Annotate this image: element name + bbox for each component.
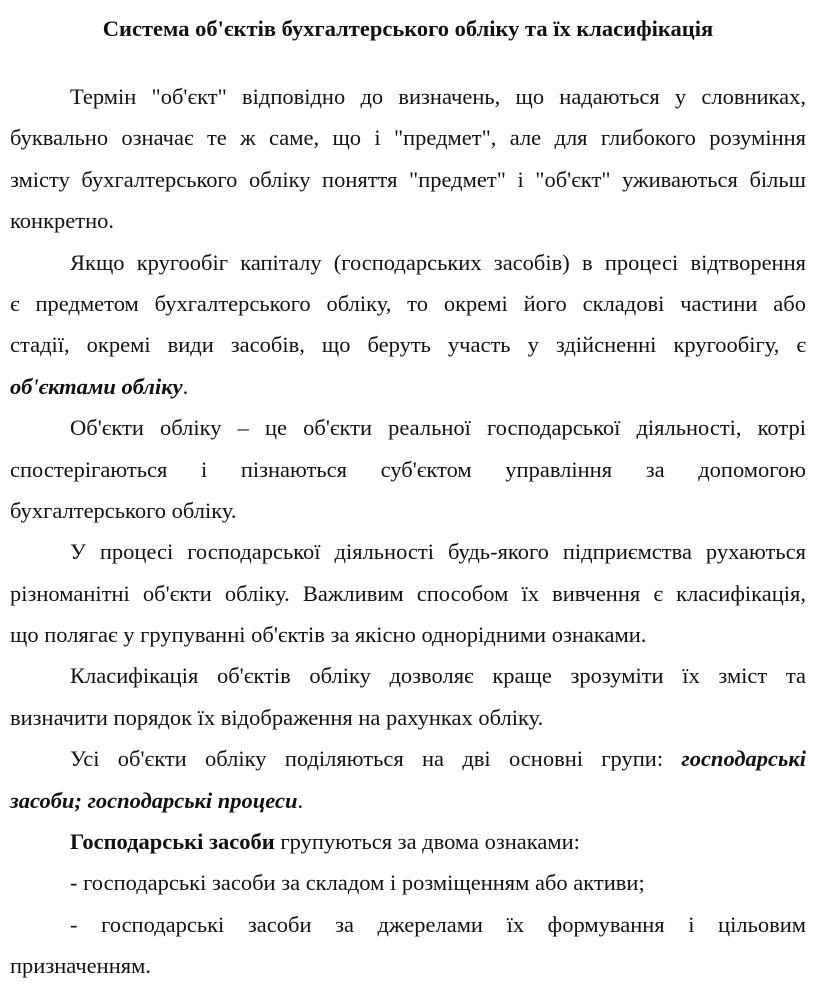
period: . <box>182 373 189 399</box>
text-line: Об'єкти обліку – це об'єкти реальної господарської діяльності, котрі <box>70 415 806 441</box>
text-line: Якщо кругообіг капіталу (господарських засобів) в процесі відтворення <box>70 249 806 275</box>
text-line: бухгалтерського обліку. <box>10 497 237 523</box>
text-line: що полягає у групуванні об'єктів за якісно однорідними ознаками. <box>10 622 647 648</box>
text-line: буквально означає те ж саме, що і "предмет", але для глибокого розуміння <box>10 125 806 151</box>
emphasis-term: засоби; господарські процеси <box>10 787 298 813</box>
text-line <box>10 738 806 779</box>
document-title: Система об'єктів бухгалтерського обліку та їх класифікація <box>102 16 714 41</box>
text-line <box>10 780 806 821</box>
text-segment: Усі об'єкти обліку поділяються на дві основні групи: <box>70 746 682 772</box>
paragraph-3 <box>10 407 806 531</box>
paragraph-9 <box>10 904 806 987</box>
list-item: - господарські засоби за складом і розміщенням або активи; <box>70 870 645 896</box>
paragraph-2 <box>10 242 806 408</box>
document-body <box>10 76 806 987</box>
text-line: Термін "об'єкт" відповідно до визначень, що надаються у словниках, <box>70 84 806 109</box>
text-line: Класифікація об'єктів обліку дозволяє краще зрозуміти їх зміст та <box>70 663 806 689</box>
emphasis-term: об'єктами обліку <box>10 373 183 399</box>
text-line: визначити порядок їх відображення на рахунках обліку. <box>10 704 544 730</box>
text-line: різноманітні об'єкти обліку. Важливим способом їх вивчення є класифікація, <box>10 580 806 606</box>
emphasis-term: господарські <box>681 746 806 772</box>
text-line: У процесі господарської діяльності будь-якого підприємства рухаються <box>70 539 806 565</box>
text-line: є предметом бухгалтерського обліку, то окремі його складові частини або <box>10 290 806 316</box>
text-line: стадії, окремі види засобів, що беруть участь у здійсненні кругообігу, є <box>10 332 806 358</box>
text-segment: групуються за двома ознаками: <box>274 829 580 855</box>
paragraph-5 <box>10 655 806 738</box>
bold-term: Господарські засоби <box>70 829 275 855</box>
period: . <box>297 787 304 813</box>
paragraph-8 <box>10 862 806 903</box>
paragraph-4 <box>10 531 806 655</box>
paragraph-7 <box>10 821 806 862</box>
list-item: - господарські засоби за джерелами їх формування і цільовим <box>70 911 806 937</box>
text-line: спостерігаються і пізнаються суб'єктом управління за допомогою <box>10 456 806 482</box>
text-line: призначенням. <box>10 953 151 979</box>
text-line: конкретно. <box>10 208 114 234</box>
text-line: змісту бухгалтерського обліку поняття "предмет" і "об'єкт" уживаються більш <box>10 166 806 192</box>
text-line <box>10 821 806 862</box>
text-line <box>10 366 806 407</box>
paragraph-6 <box>10 738 806 821</box>
paragraph-1 <box>10 76 806 242</box>
